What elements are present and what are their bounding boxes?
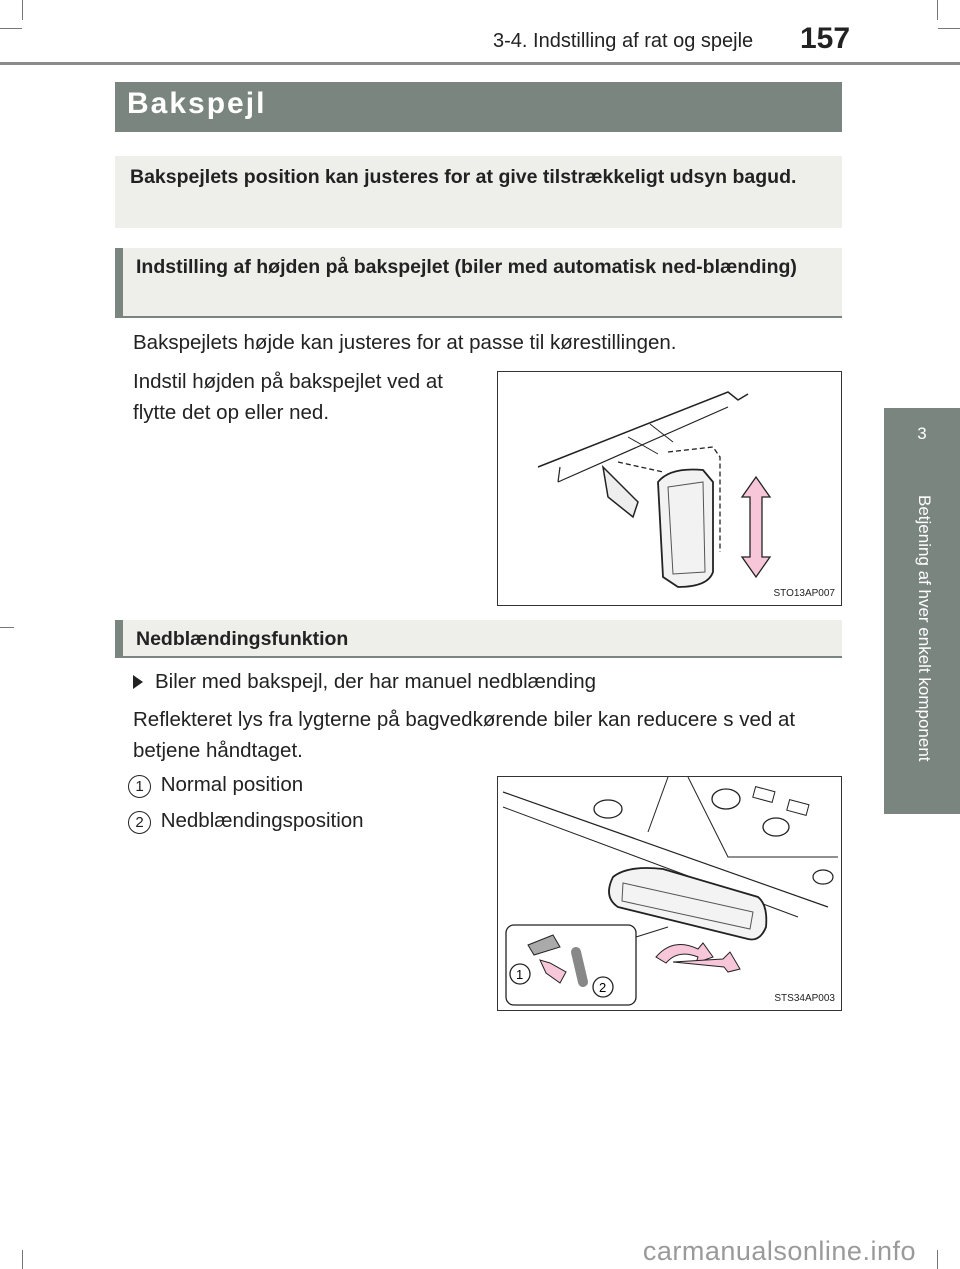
bullet-text: Biler med bakspejl, der har manuel nedblænding (155, 670, 597, 693)
figure-code: STO13AP007 (773, 588, 835, 599)
bullet-item (133, 666, 833, 697)
dimming-lever-figure (497, 776, 842, 1011)
height-intro-text: Bakspejlets højde kan justeres for at passe til kørestillingen. (133, 331, 677, 354)
item-label: Nedblændingsposition (160, 809, 364, 832)
dimming-description: Reflekteret lys fra lygterne på bagvedkørende biler kan reducere s ved at betjene håndtaget. (133, 708, 796, 762)
item-label: Normal position (160, 773, 304, 796)
callout-number: 2 (128, 811, 151, 834)
lead-text: Bakspejlets position kan justeres for at give tilstrækkeligt udsyn bagud. (115, 156, 842, 228)
figure-code: STS34AP003 (774, 993, 835, 1004)
mirror-height-figure (497, 371, 842, 606)
height-instruction-text: Indstil højden på bakspejlet ved at flytte det op eller ned. (133, 370, 443, 424)
watermark: carmanualsonline.info (642, 1236, 916, 1266)
chapter-label: Betjening af hver enkelt komponent (915, 495, 934, 762)
height-section-heading: Indstilling af højden på bakspejlet (biler med automatisk ned-blænding) (115, 248, 842, 318)
list-item (128, 805, 364, 836)
dimming-section-heading: Nedblændingsfunktion (115, 620, 842, 658)
running-header: 3-4. Indstilling af rat og spejle (493, 30, 754, 52)
bullet-arrow-icon (133, 675, 143, 689)
svg-text:1: 1 (516, 967, 524, 982)
section-title: Bakspejl (115, 82, 842, 132)
list-item (128, 769, 303, 800)
svg-text:2: 2 (599, 980, 607, 995)
header-rule (0, 62, 960, 65)
dimming-lever-illustration (498, 777, 841, 1010)
page-number: 157 (800, 22, 851, 55)
mirror-height-illustration (498, 372, 841, 605)
chapter-number: 3 (917, 424, 927, 443)
callout-number: 1 (128, 775, 151, 798)
